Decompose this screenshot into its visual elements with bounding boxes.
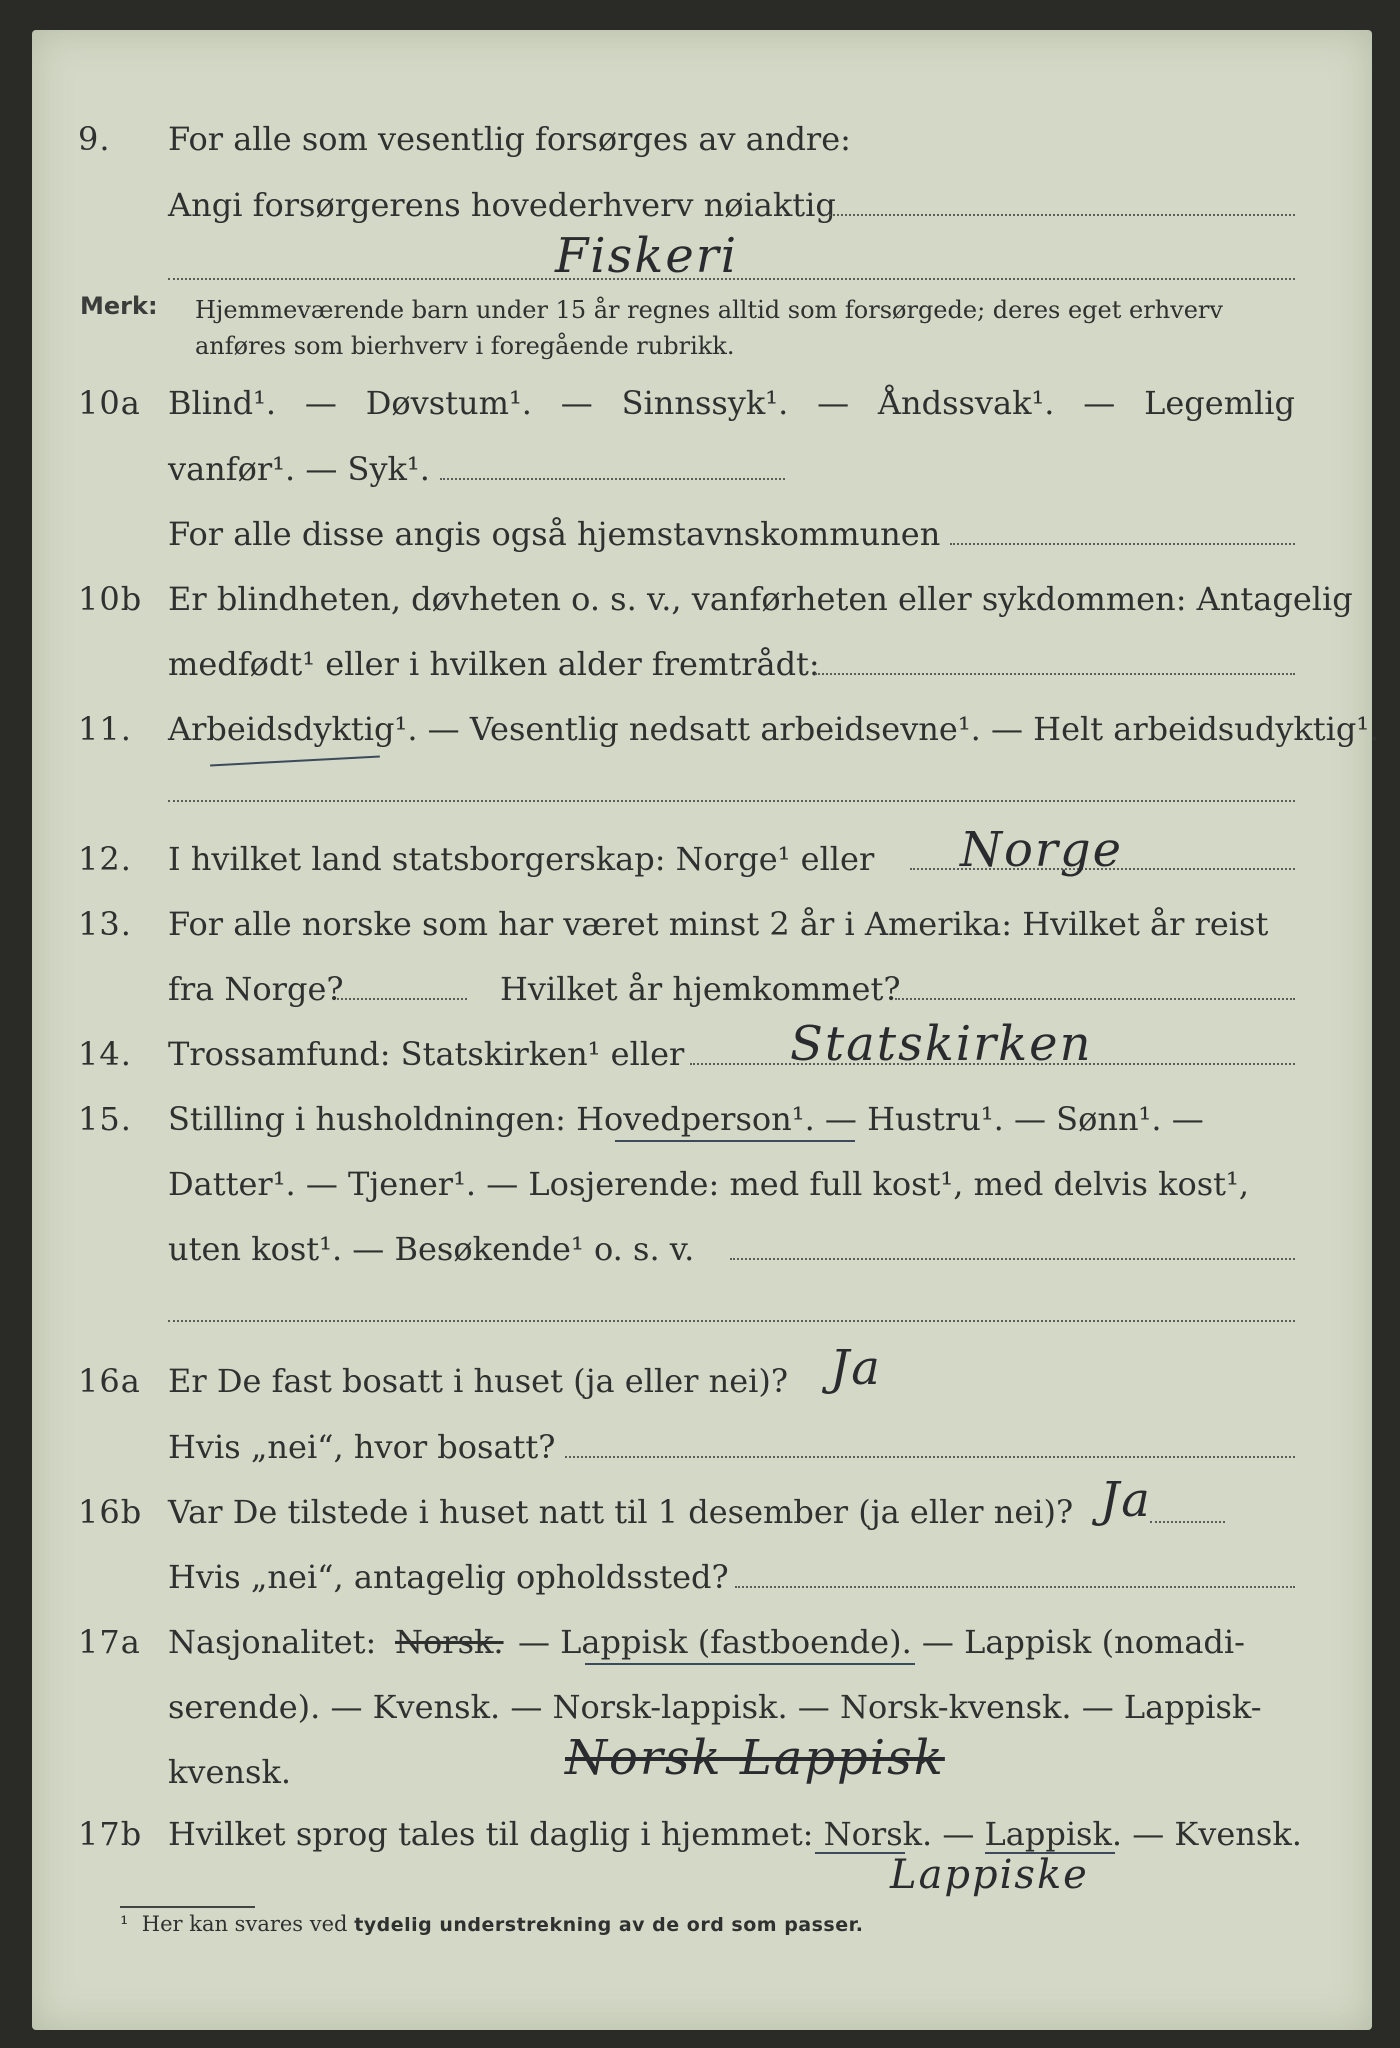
separator-dash: —: [817, 384, 850, 422]
question-number: 16b: [78, 1493, 143, 1531]
answer-dotted-line: [168, 278, 1295, 280]
question-15-line2: [0, 1165, 1400, 1225]
question-14-line1: [0, 1035, 1400, 1095]
question-text: For alle norske som har været minst 2 år i Amerika: Hvilket år reist: [168, 905, 1269, 943]
question-text-part: fra Norge?: [168, 970, 344, 1008]
question-number: 11.: [78, 710, 132, 748]
question-text: kvensk.: [168, 1753, 291, 1791]
question-text: Stilling i husholdningen: Hovedperson¹. — Hustru¹. — Sønn¹. —: [168, 1100, 1204, 1138]
answer-dotted-line: [565, 1456, 1295, 1458]
option-andssvak[interactable]: Åndssvak¹.: [877, 384, 1055, 422]
question-10b-line2: [0, 645, 1400, 705]
option-legemlig[interactable]: Legemlig: [1144, 384, 1295, 422]
question-number: 13.: [78, 905, 132, 943]
answer-dotted-line: [168, 1320, 1295, 1322]
handwritten-answer-religion[interactable]: Statskirken: [790, 1016, 1093, 1072]
question-text: Arbeidsdyktig¹. — Vesentlig nedsatt arbeidsevne¹. — Helt arbeidsudyktig¹.: [168, 710, 1380, 748]
question-text: — Lappisk (fastboende). — Lappisk (nomadi-: [518, 1623, 1245, 1661]
question-number: 17a: [78, 1623, 141, 1661]
question-16b-line1: [0, 1493, 1400, 1553]
question-10a-line2: [0, 450, 1400, 510]
handwritten-answer-settled[interactable]: Ja: [830, 1340, 882, 1396]
question-15-line3: [0, 1230, 1400, 1290]
note-block: [0, 292, 1400, 372]
question-text: Var De tilstede i huset natt til 1 desember (ja eller nei)?: [168, 1493, 1074, 1531]
option-sinnssyk[interactable]: Sinnssyk¹.: [621, 384, 789, 422]
question-text: uten kost¹. — Besøkende¹ o. s. v.: [168, 1230, 695, 1268]
question-number: 17b: [78, 1815, 143, 1853]
handwritten-answer-present[interactable]: Ja: [1100, 1472, 1152, 1528]
answer-dotted-line: [735, 1586, 1295, 1588]
question-text: [168, 384, 1295, 422]
answer-dotted-line: [825, 214, 1295, 216]
footnote-emphasis: tydelig understrekning av de ord som passer.: [354, 1914, 864, 1936]
handwritten-answer-nationality[interactable]: Norsk Lappisk: [565, 1730, 945, 1786]
question-number: 14.: [78, 1035, 132, 1073]
separator-dash: —: [560, 384, 593, 422]
question-text: Trossamfund: Statskirken¹ eller: [168, 1035, 685, 1073]
question-label: Nasjonalitet:: [168, 1623, 377, 1661]
question-16b-line2: [0, 1558, 1400, 1618]
option-dovstum[interactable]: Døvstum¹.: [365, 384, 532, 422]
question-number: 10a: [78, 384, 141, 422]
question-text: Er De fast bosatt i huset (ja eller nei)?: [168, 1362, 789, 1400]
handwritten-underline: [615, 1140, 855, 1142]
question-13-line2: [0, 970, 1400, 1030]
separator-dash: —: [1083, 384, 1116, 422]
question-text: serende). — Kvensk. — Norsk-lappisk. — Norsk-kvensk. — Lappisk-: [168, 1688, 1262, 1726]
question-text: Angi forsørgerens hovederhverv nøiaktig: [168, 186, 836, 224]
handwritten-underline: [585, 1663, 915, 1665]
question-13-line1: [0, 905, 1400, 965]
question-number: 9.: [78, 120, 111, 158]
question-text: Hvis „nei“, hvor bosatt?: [168, 1428, 556, 1466]
question-text: medfødt¹ eller i hvilken alder fremtrådt:: [168, 645, 820, 683]
answer-dotted-line: [950, 543, 1295, 545]
question-17a-line1: [0, 1623, 1400, 1683]
answer-dotted-line: [815, 673, 1295, 675]
question-10b-line1: [0, 580, 1400, 640]
question-text: vanfør¹. — Syk¹.: [168, 450, 430, 488]
question-number: 10b: [78, 580, 143, 618]
answer-dotted-line: [440, 478, 785, 480]
question-15-line1: [0, 1100, 1400, 1160]
note-label: Merk:: [80, 292, 158, 320]
question-number: 16a: [78, 1362, 141, 1400]
question-10a-line1: [0, 384, 1400, 444]
question-11-line1: [0, 710, 1400, 770]
answer-dotted-line: [895, 998, 1295, 1000]
struck-option-norsk: Norsk.: [395, 1623, 504, 1661]
note-text: Hjemmeværende barn under 15 år regnes alltid som forsørgede; deres eget erhverv anføres som bierhverv i foregående rubrikk.: [195, 296, 1223, 360]
question-text: Datter¹. — Tjener¹. — Losjerende: med full kost¹, med delvis kost¹,: [168, 1165, 1250, 1203]
question-text: For alle som vesentlig forsørges av andre:: [168, 120, 851, 158]
handwritten-answer-language[interactable]: Lappiske: [890, 1852, 1089, 1898]
option-blind[interactable]: Blind¹.: [168, 384, 277, 422]
answer-dotted-line: [1150, 1521, 1225, 1523]
footnote: [120, 1912, 864, 1936]
separator-dash: —: [304, 384, 337, 422]
footnote-mark: ¹: [120, 1912, 129, 1936]
question-text: Hvis „nei“, antagelig opholdssted?: [168, 1558, 729, 1596]
footnote-text: Her kan svares ved: [141, 1912, 348, 1936]
question-number: 15.: [78, 1100, 132, 1138]
question-16a-line2: [0, 1428, 1400, 1488]
answer-dotted-line: [730, 1258, 1295, 1260]
question-text: I hvilket land statsborgerskap: Norge¹ eller: [168, 840, 875, 878]
question-text: Hvilket sprog tales til daglig i hjemmet: Norsk. — Lappisk. — Kvensk.: [168, 1815, 1302, 1853]
question-number: 12.: [78, 840, 132, 878]
footnote-rule: [120, 1906, 255, 1908]
handwritten-answer-occupation[interactable]: Fiskeri: [555, 228, 739, 284]
question-text: Er blindheten, døvheten o. s. v., vanførheten eller sykdommen: Antagelig: [168, 580, 1353, 618]
question-9-line1: [0, 120, 1400, 180]
question-17b-line1: [0, 1815, 1400, 1875]
answer-dotted-line: [337, 998, 467, 1000]
question-12-line1: [0, 840, 1400, 900]
question-10a-line3: [0, 515, 1400, 575]
question-text: For alle disse angis også hjemstavnskommunen: [168, 515, 941, 553]
answer-dotted-line: [168, 800, 1295, 802]
question-text-part: Hvilket år hjemkommet?: [500, 970, 901, 1008]
handwritten-answer-citizenship[interactable]: Norge: [960, 822, 1123, 878]
question-16a-line1: [0, 1362, 1400, 1422]
